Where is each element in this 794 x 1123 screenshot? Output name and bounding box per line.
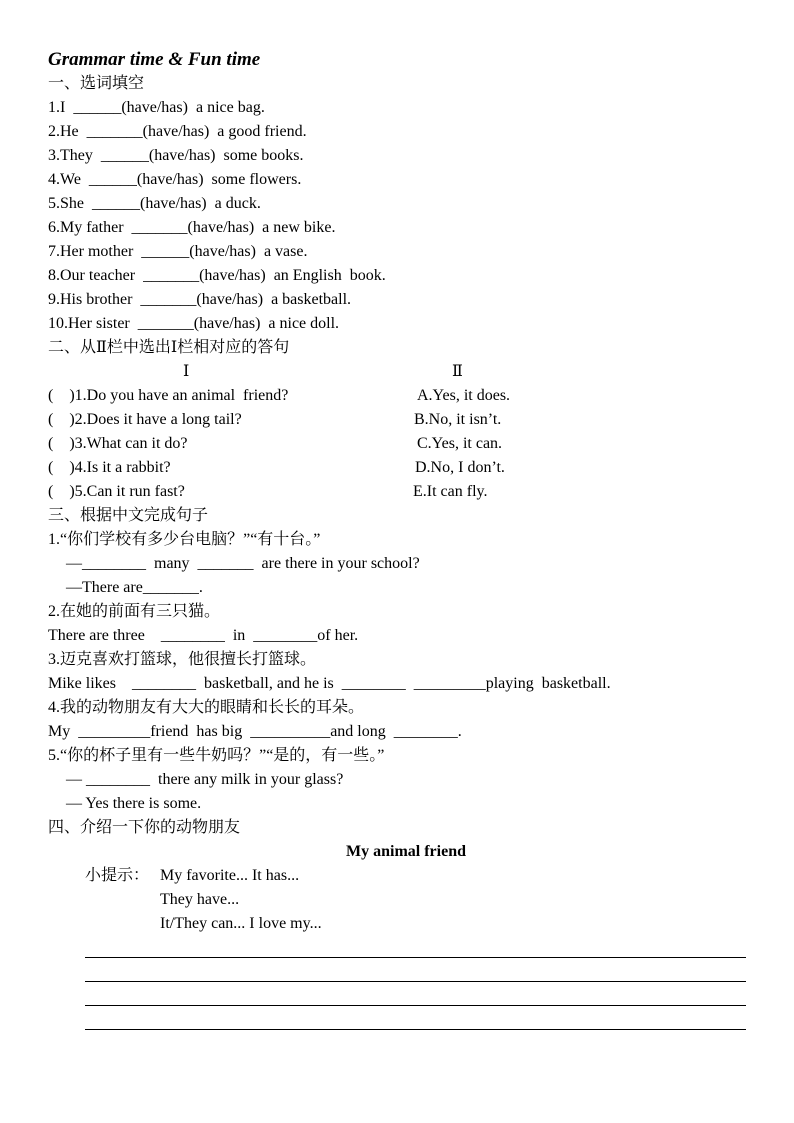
translate-prompt-1: 1.“你们学校有多少台电脑？”“有十台。” [48, 531, 321, 548]
writing-line [85, 1005, 746, 1006]
translate-prompt-5: 5.“你的杯子里有一些牛奶吗？”“是的，有一些。” [48, 747, 385, 764]
fill-item-8: 8.Our teacher _______(have/has) an English book. [48, 267, 386, 284]
translate-answer-5a: — ________ there any milk in your glass? [66, 771, 344, 788]
match-answer-a: A.Yes, it does. [417, 387, 511, 404]
translate-prompt-3: 3.迈克喜欢打篮球，他很擅长打篮球。 [48, 651, 317, 668]
translate-answer-2: There are three ________ in ________of her. [48, 627, 359, 644]
translate-prompt-4: 4.我的动物朋友有大大的眼睛和长长的耳朵。 [48, 699, 365, 716]
column-1-header: Ⅰ [183, 363, 190, 380]
writing-line [85, 1029, 746, 1030]
writing-line [85, 981, 746, 982]
essay-title: My animal friend [346, 843, 466, 860]
translate-answer-5b: — Yes there is some. [66, 795, 202, 812]
hint-line-2: They have... [160, 891, 240, 908]
match-question-3: ( )3.What can it do? [48, 435, 188, 452]
fill-item-5: 5.She ______(have/has) a duck. [48, 195, 261, 212]
match-question-5: ( )5.Can it run fast? [48, 483, 185, 500]
translate-answer-4: My _________friend has big __________and long ________. [48, 723, 462, 740]
translate-answer-1b: —There are_______. [66, 579, 203, 596]
section4-heading: 四、介绍一下你的动物朋友 [48, 819, 241, 836]
match-answer-c: C.Yes, it can. [417, 435, 503, 452]
match-answer-e: E.It can fly. [413, 483, 488, 500]
worksheet-title: Grammar time & Fun time [48, 49, 261, 70]
match-question-1: ( )1.Do you have an animal friend? [48, 387, 289, 404]
match-answer-d: D.No, I don’t. [415, 459, 505, 476]
match-answer-b: B.No, it isn’t. [414, 411, 502, 428]
fill-item-6: 6.My father _______(have/has) a new bike. [48, 219, 336, 236]
section2-heading: 二、从Ⅱ栏中选出Ⅰ栏相对应的答句 [48, 339, 290, 356]
fill-item-10: 10.Her sister _______(have/has) a nice doll. [48, 315, 340, 332]
translate-prompt-2: 2.在她的前面有三只猫。 [48, 603, 221, 620]
writing-line [85, 957, 746, 958]
hint-line-1: My favorite... It has... [160, 867, 300, 884]
match-question-2: ( )2.Does it have a long tail? [48, 411, 242, 428]
section3-heading: 三、根据中文完成句子 [48, 507, 209, 524]
fill-item-3: 3.They ______(have/has) some books. [48, 147, 304, 164]
hint-label: 小提示： [85, 867, 150, 884]
match-question-4: ( )4.Is it a rabbit? [48, 459, 171, 476]
hint-line-3: It/They can... I love my... [160, 915, 322, 932]
section1-heading: 一、选词填空 [48, 75, 145, 92]
column-2-header: Ⅱ [452, 363, 463, 380]
translate-answer-3: Mike likes ________ basketball, and he is ________ _________playing basketball. [48, 675, 611, 692]
translate-answer-1a: —________ many _______ are there in your school? [66, 555, 420, 572]
fill-item-2: 2.He _______(have/has) a good friend. [48, 123, 307, 140]
fill-item-7: 7.Her mother ______(have/has) a vase. [48, 243, 308, 260]
fill-item-4: 4.We ______(have/has) some flowers. [48, 171, 302, 188]
fill-item-9: 9.His brother _______(have/has) a basketball. [48, 291, 352, 308]
fill-item-1: 1.I ______(have/has) a nice bag. [48, 99, 265, 116]
